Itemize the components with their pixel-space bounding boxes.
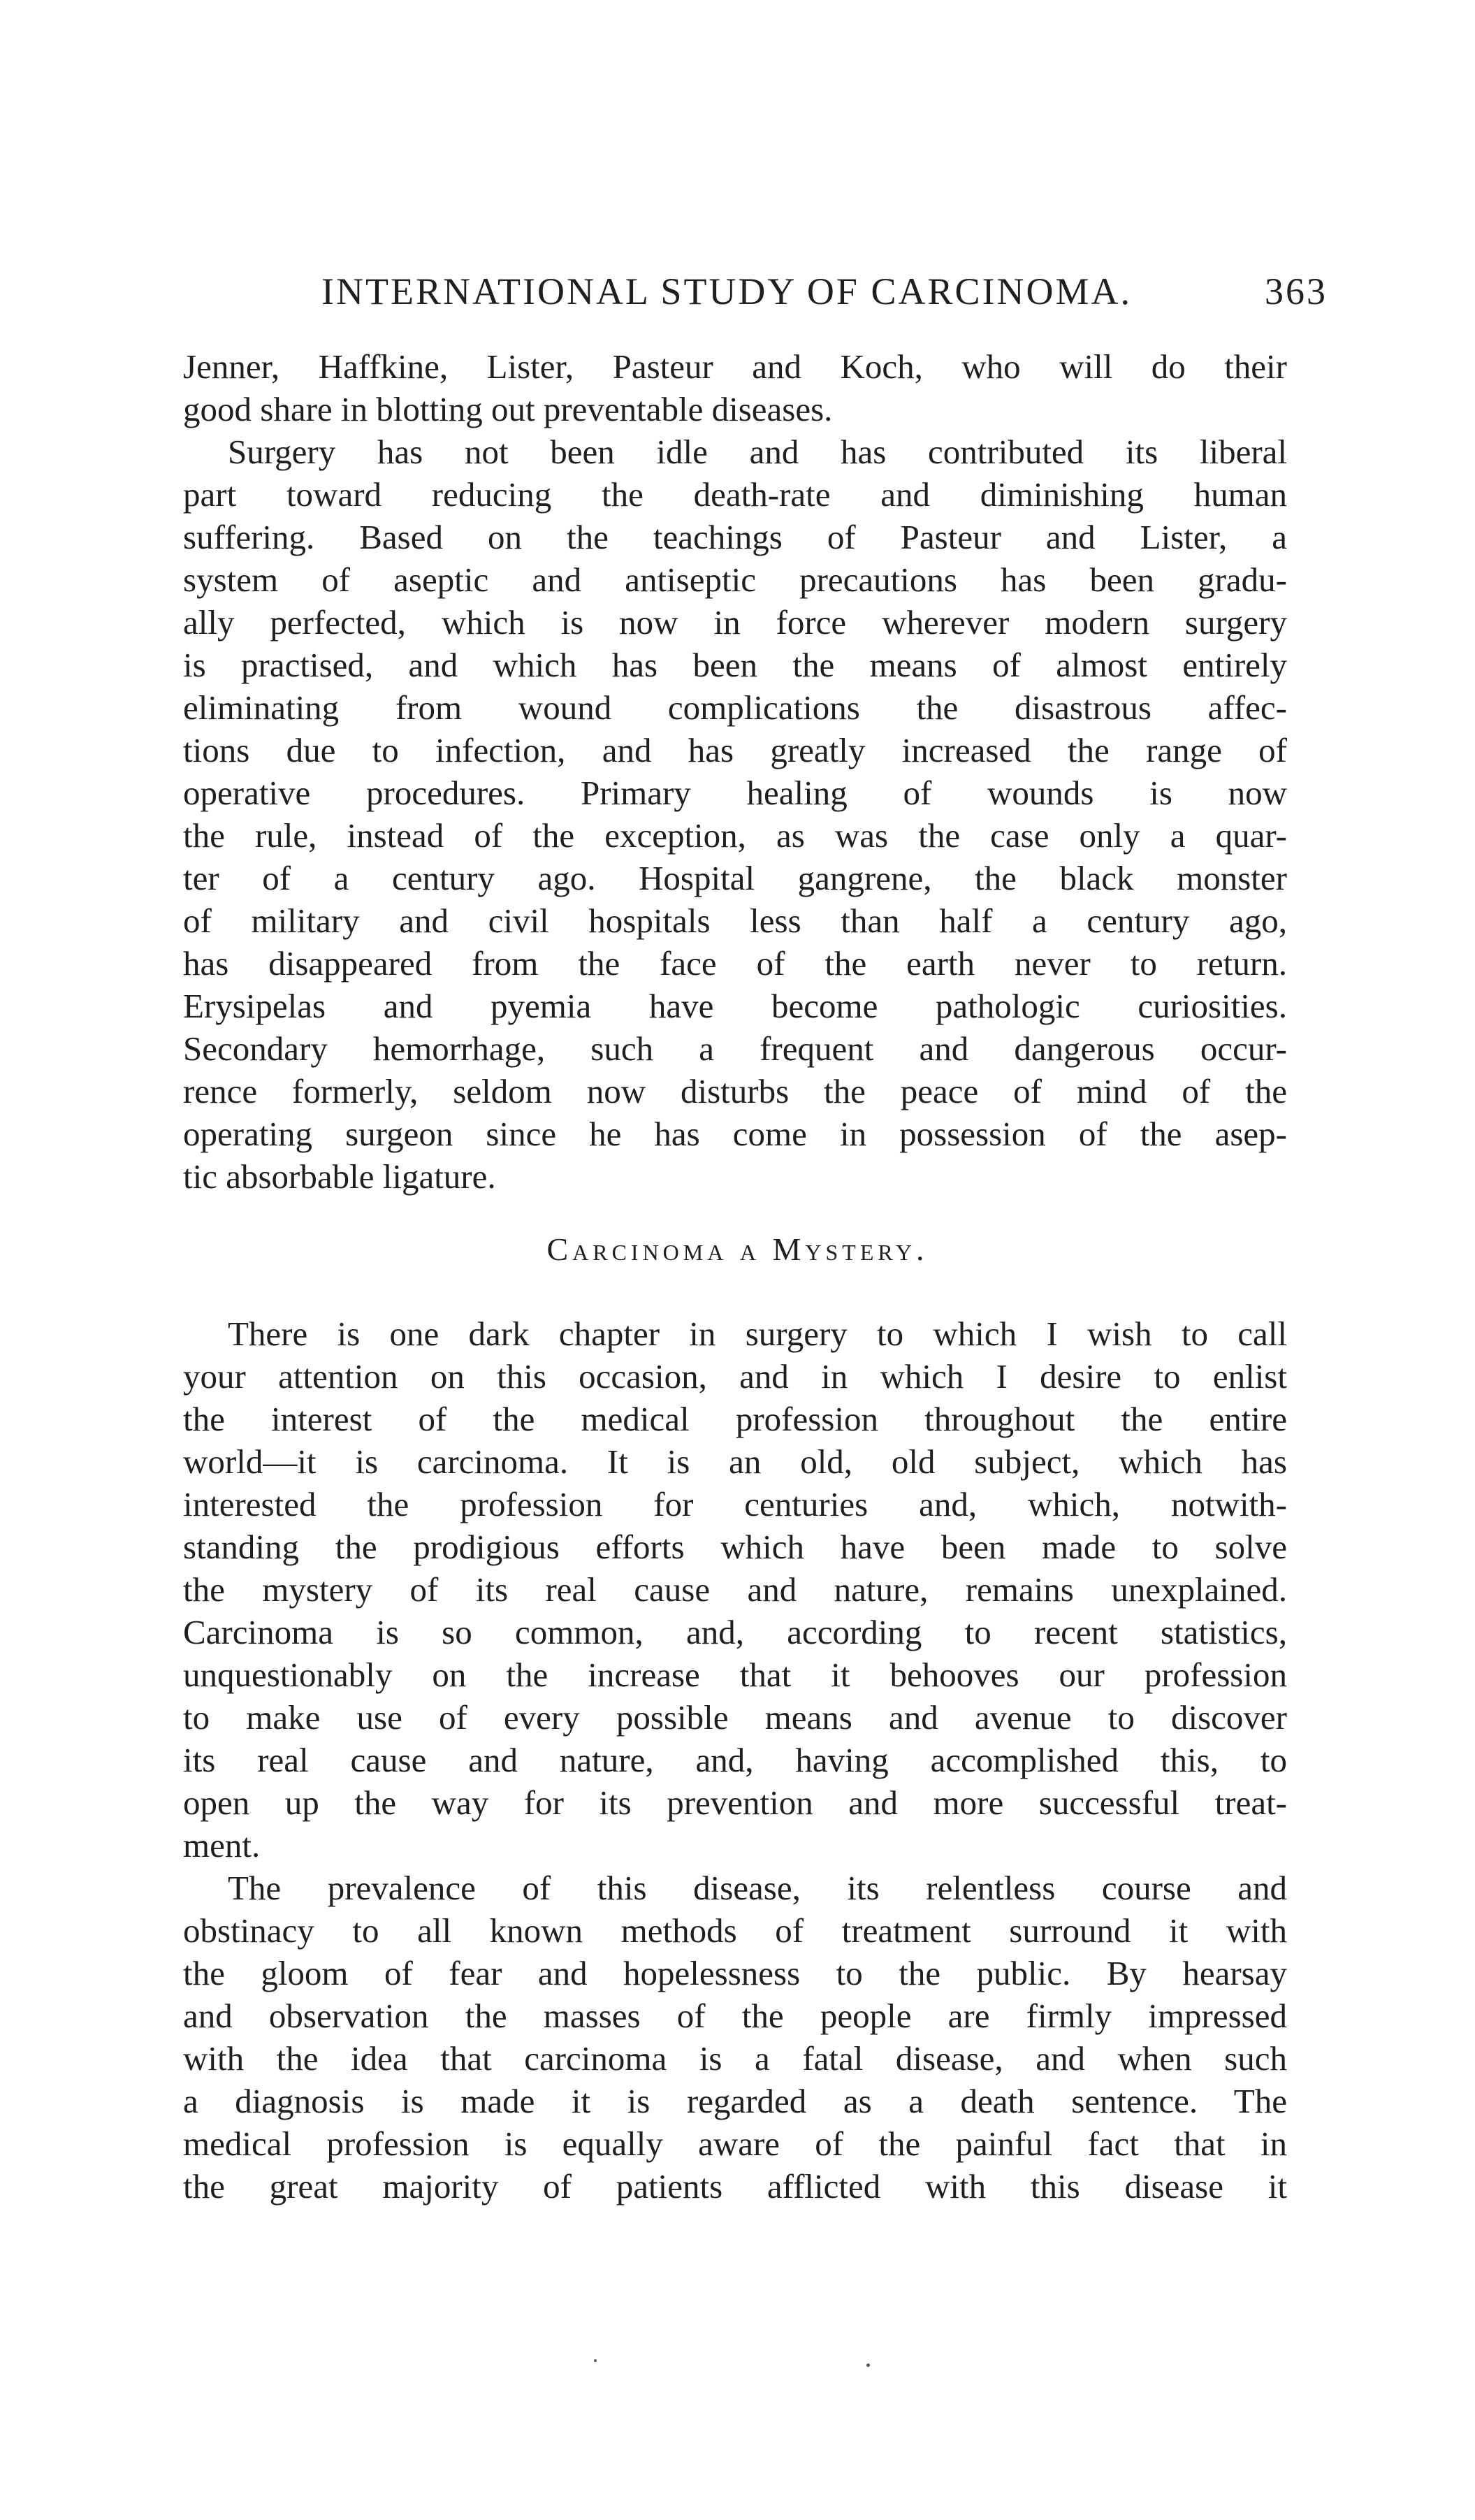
text-line: the interest of the medical profession throughout the entire [183, 1400, 1287, 1438]
text-line: Jenner, Haffkine, Lister, Pasteur and Koch, who will do their [183, 347, 1287, 386]
ink-speck [866, 2363, 870, 2367]
text-line: The prevalence of this disease, its relentless course and [228, 1869, 1287, 1907]
text-line: rence formerly, seldom now disturbs the peace of mind of the [183, 1072, 1287, 1110]
text-line: medical profession is equally aware of the painful fact that in [183, 2124, 1287, 2163]
text-line: has disappeared from the face of the earth never to return. [183, 944, 1287, 983]
text-line: unquestionably on the increase that it behooves our profession [183, 1656, 1287, 1694]
text-line: tions due to infection, and has greatly increased the range of [183, 731, 1287, 769]
text-line: the rule, instead of the exception, as was the case only a quar- [183, 816, 1287, 855]
text-line: to make use of every possible means and avenue to discover [183, 1698, 1287, 1737]
text-line: interested the profession for centuries and, which, notwith- [183, 1485, 1287, 1523]
running-title: INTERNATIONAL STUDY OF CARCINOMA. [321, 270, 1132, 312]
text-line: is practised, and which has been the means of almost entirely [183, 646, 1287, 684]
text-block-one [183, 345, 1287, 1198]
text-line: system of aseptic and antiseptic precautions has been gradu- [183, 560, 1287, 599]
ink-speck [594, 2359, 597, 2362]
text-line: part toward reducing the death-rate and diminishing human [183, 475, 1287, 514]
text-line: open up the way for its prevention and more successful treat- [183, 1783, 1287, 1822]
text-line: operating surgeon since he has come in possession of the asep- [183, 1115, 1287, 1153]
text-line: obstinacy to all known methods of treatment surround it with [183, 1911, 1287, 1950]
text-line: and observation the masses of the people are firmly impressed [183, 1997, 1287, 2035]
text-line: Erysipelas and pyemia have become pathologic curiosities. [183, 987, 1287, 1025]
text-line: Surgery has not been idle and has contributed its liberal [228, 433, 1287, 471]
text-line: eliminating from wound complications the disastrous affec- [183, 688, 1287, 727]
page-number: 363 [1265, 270, 1328, 312]
text-line: your attention on this occasion, and in which I desire to enlist [183, 1357, 1287, 1396]
text-line: good share in blotting out preventable diseases. [183, 390, 833, 428]
text-line: ally perfected, which is now in force wherever modern surgery [183, 603, 1287, 642]
text-block-two [183, 1312, 1287, 2208]
text-line: the gloom of fear and hopelessness to the public. By hearsay [183, 1954, 1287, 1992]
text-line: world—it is carcinoma. It is an old, old subject, which has [183, 1442, 1287, 1481]
text-line: ment. [183, 1826, 261, 1864]
text-line: Secondary hemorrhage, such a frequent and dangerous occur- [183, 1029, 1287, 1068]
text-line: ter of a century ago. Hospital gangrene, the black monster [183, 859, 1287, 897]
running-head [321, 267, 1328, 316]
text-line: with the idea that carcinoma is a fatal disease, and when such [183, 2039, 1287, 2078]
text-line: the mystery of its real cause and nature, remains unexplained. [183, 1570, 1287, 1609]
section-heading: Carcinoma a Mystery. [546, 1231, 929, 1267]
text-line: its real cause and nature, and, having accomplished this, to [183, 1741, 1287, 1779]
text-line: Carcinoma is so common, and, according to recent statistics, [183, 1613, 1287, 1651]
text-line: There is one dark chapter in surgery to which I wish to call [228, 1315, 1287, 1353]
text-line: tic absorbable ligature. [183, 1157, 496, 1196]
text-line: the great majority of patients afflicted with this disease it [183, 2167, 1287, 2206]
text-line: operative procedures. Primary healing of wounds is now [183, 774, 1287, 812]
text-line: suffering. Based on the teachings of Pasteur and Lister, a [183, 518, 1287, 556]
text-line: standing the prodigious efforts which have been made to solve [183, 1528, 1287, 1566]
text-line: a diagnosis is made it is regarded as a death sentence. The [183, 2082, 1287, 2120]
text-line: of military and civil hospitals less than half a century ago, [183, 901, 1287, 940]
